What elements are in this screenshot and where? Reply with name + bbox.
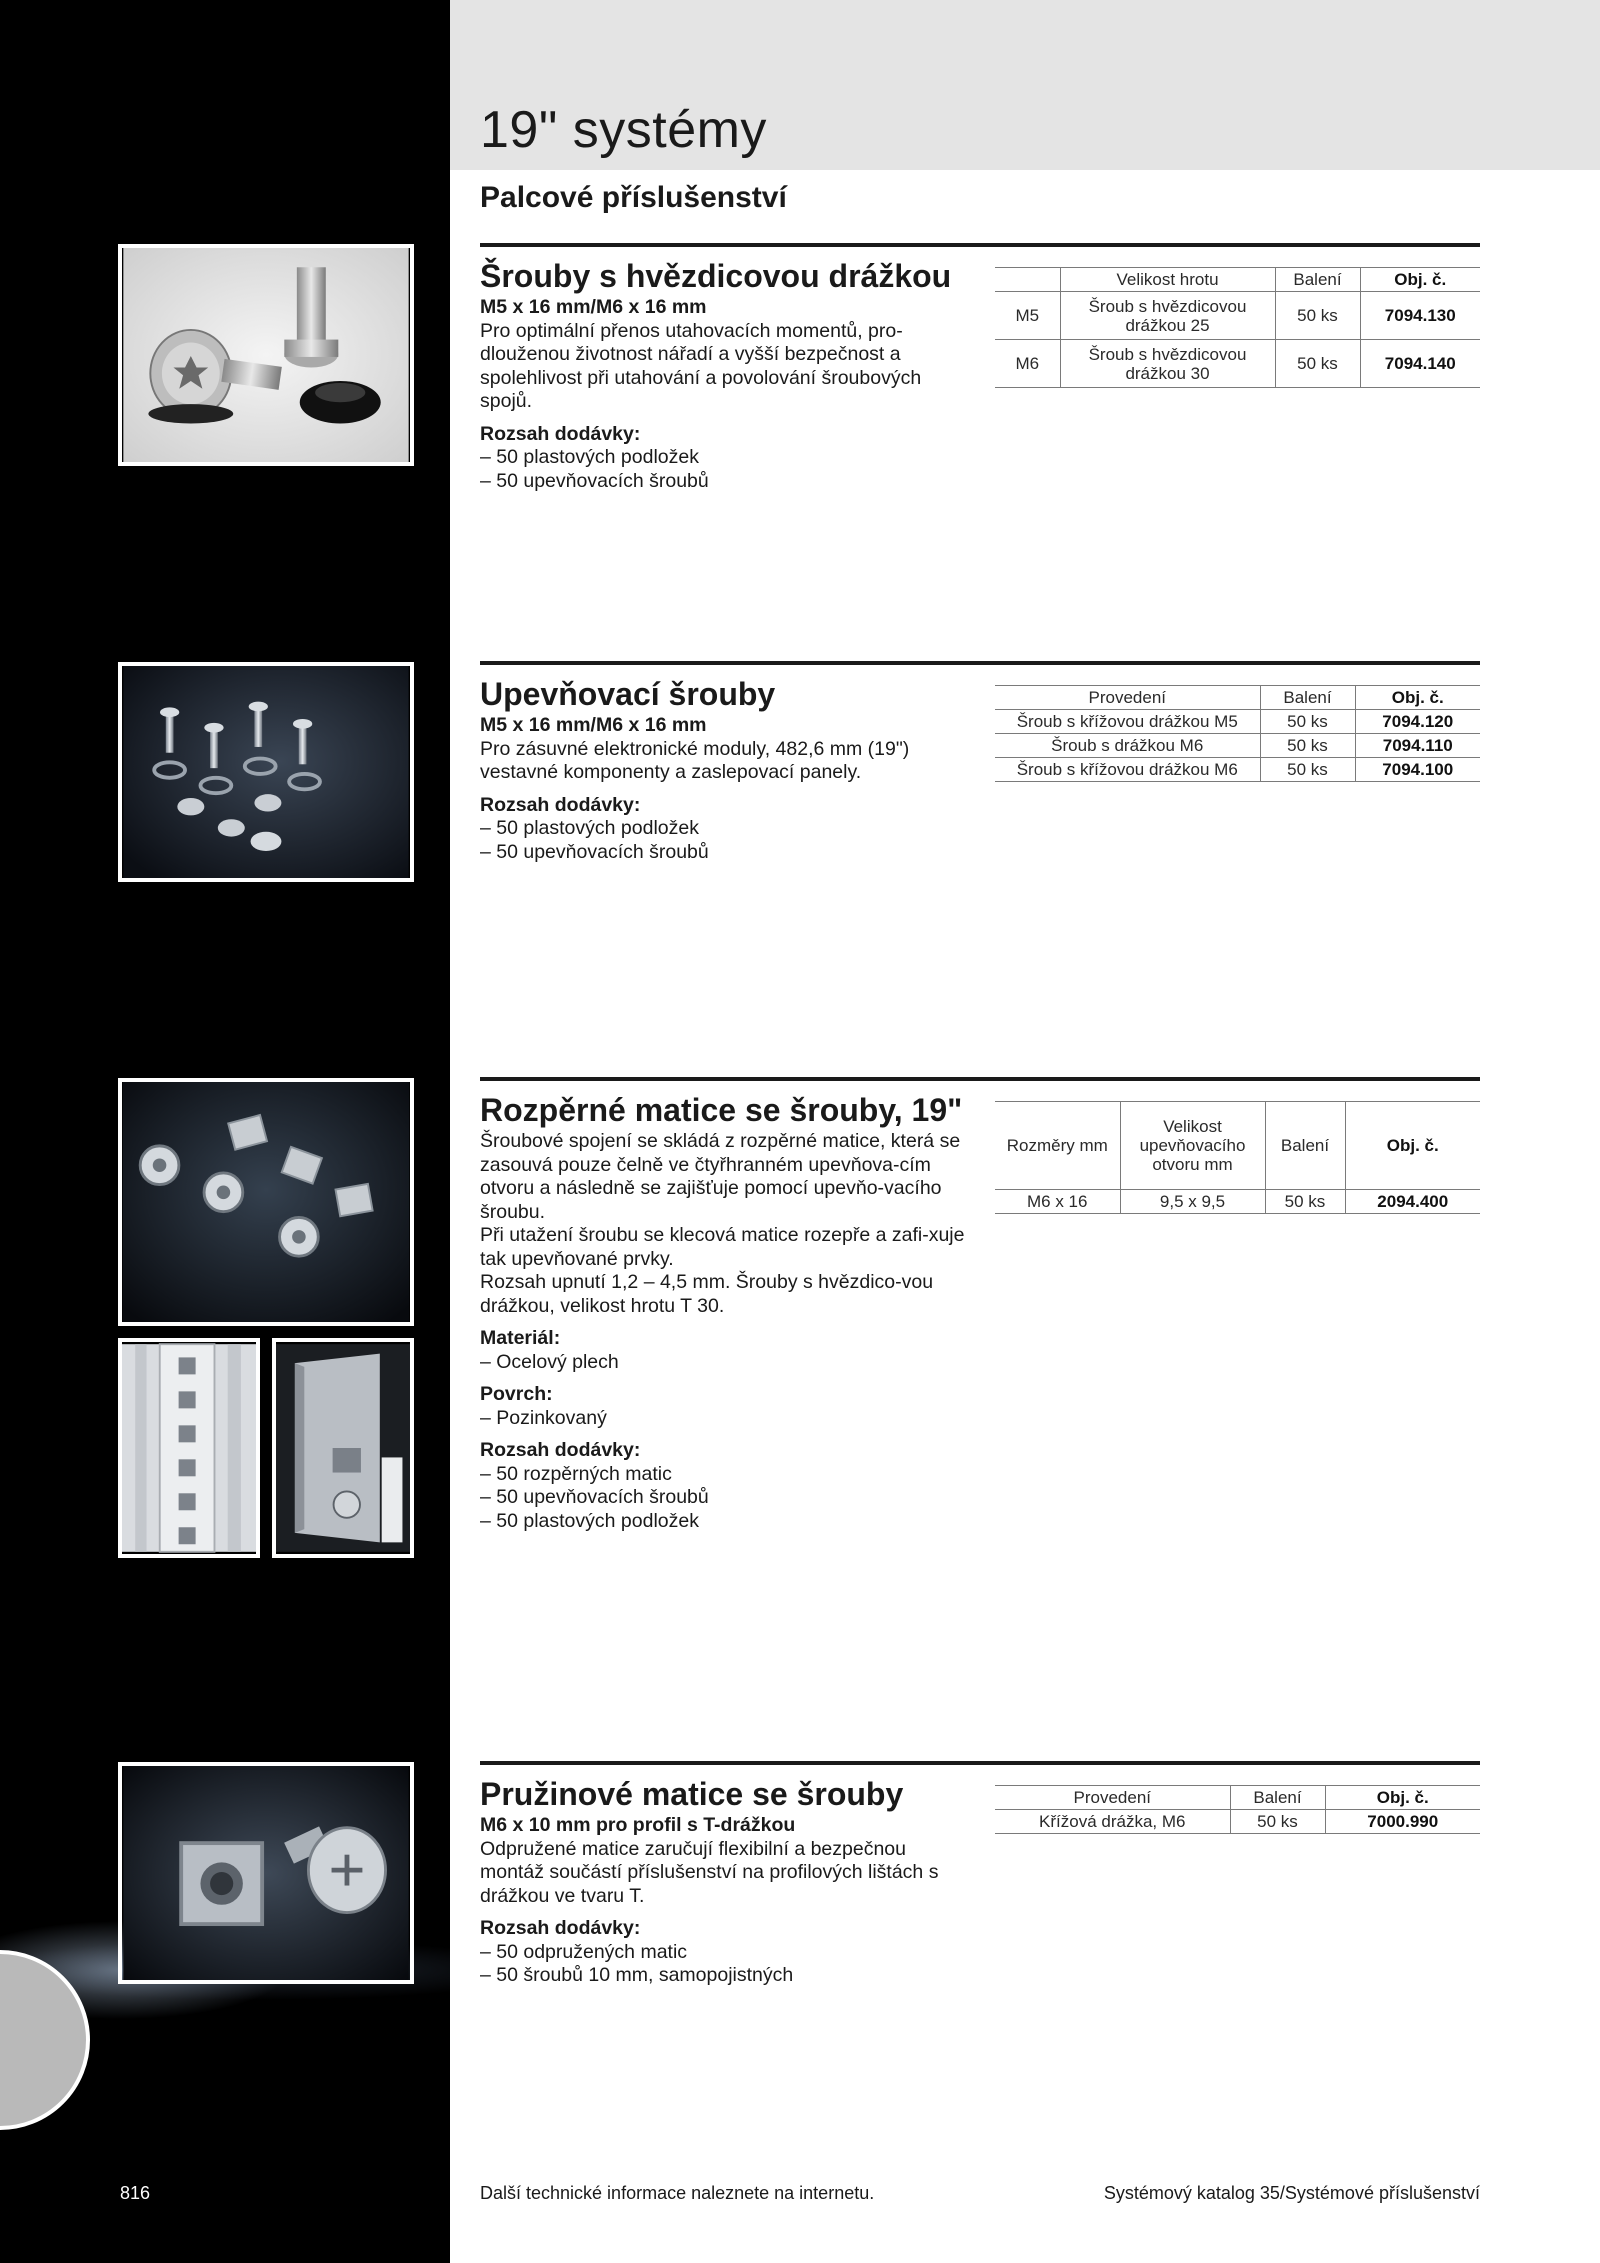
- panel-mounting-illustration: [276, 1342, 410, 1554]
- table-header: Obj. č.: [1325, 1786, 1480, 1810]
- section-4-title: Pružinové matice se šrouby: [480, 1776, 904, 1812]
- table-cell: 50 ks: [1260, 710, 1355, 734]
- product-photo-rail-mounting: [118, 1338, 260, 1558]
- section-4-scope-label: Rozsah dodávky:: [480, 1917, 641, 1939]
- section-1-title: Šrouby s hvězdicovou drážkou: [480, 258, 952, 294]
- table-cell: Šroub s hvězdicovou drážkou 30: [1060, 340, 1275, 388]
- section-rule: [480, 1761, 1480, 1765]
- section-4-subtitle: M6 x 10 mm pro profil s T-drážkou: [480, 1814, 796, 1836]
- section-3-scope-label: Rozsah dodávky:: [480, 1439, 641, 1461]
- table-cell: 2094.400: [1345, 1190, 1480, 1214]
- table-cell: Křížová drážka, M6: [995, 1810, 1230, 1834]
- scope-item: – 50 plastových podložek: [480, 817, 699, 839]
- table-cell: 7094.110: [1355, 734, 1480, 758]
- product-photo-spring-nuts: [118, 1762, 414, 1984]
- table-cell: 7094.120: [1355, 710, 1480, 734]
- product-photo-fixing-screws: [118, 662, 414, 882]
- product-photo-panel-mounting: [272, 1338, 414, 1558]
- table-cell: Šroub s křížovou drážkou M6: [995, 758, 1260, 782]
- footer-catalog: Systémový katalog 35/Systémové příslušenství: [1103, 2183, 1480, 2203]
- table-header: Velikost upevňovacího otvoru mm: [1120, 1102, 1265, 1190]
- scope-item: – 50 rozpěrných matic: [480, 1462, 672, 1485]
- table-header: Balení: [1265, 1102, 1345, 1190]
- table-cell: 50 ks: [1260, 758, 1355, 782]
- table-row: [995, 734, 1480, 758]
- section-3-text: Šroubové spojení se skládá z rozpěrné matice, která se zasouvá pouze čelně ve čtyřhranném upevňova-cím otvoru a následně se zajišťuje pomocí upevňo-vacího šroubu.: [480, 1130, 961, 1223]
- rail-mounting-illustration: [122, 1342, 256, 1554]
- section-4-text: Odpružené matice zaručují flexibilní a bezpečnou montáž součástí příslušenství na profilových lištách s drážkou ve tvaru T.: [480, 1837, 939, 1907]
- section-4-table: [995, 1785, 1480, 1834]
- table-cell: 50 ks: [1230, 1810, 1325, 1834]
- section-2-table: [995, 685, 1480, 782]
- footer-note: Další technické informace naleznete na internetu.: [480, 2183, 875, 2203]
- section-1-scope-label: Rozsah dodávky:: [480, 422, 641, 445]
- scope-item: – 50 odpružených matic: [480, 1940, 688, 1963]
- page-subtitle: Palcové příslušenství: [480, 181, 787, 214]
- section-3-surface: – Pozinkovaný: [480, 1406, 607, 1429]
- table-cell: 7094.100: [1355, 758, 1480, 782]
- section-3-material: – Ocelový plech: [480, 1350, 619, 1373]
- table-header: Balení: [1260, 686, 1355, 710]
- table-header: [995, 268, 1060, 292]
- table-header: Rozměry mm: [995, 1102, 1120, 1190]
- table-cell: 50 ks: [1275, 340, 1360, 388]
- table-cell: M5: [995, 292, 1060, 340]
- table-header: Obj. č.: [1360, 268, 1480, 292]
- product-photo-star-screws: [118, 244, 414, 466]
- table-cell: Šroub s drážkou M6: [995, 734, 1260, 758]
- section-4-description: [480, 1776, 970, 1988]
- section-rule: [480, 243, 1480, 247]
- section-rule: [480, 661, 1480, 665]
- spring-nuts-illustration: [122, 1766, 410, 1980]
- table-header-row: [995, 268, 1480, 292]
- table-header: Balení: [1230, 1786, 1325, 1810]
- fixing-screws-illustration: [122, 666, 410, 878]
- section-3-table: [995, 1101, 1480, 1214]
- table-cell: 7094.130: [1360, 292, 1480, 340]
- table-cell: Šroub s křížovou drážkou M5: [995, 710, 1260, 734]
- table-cell: 7000.990: [1325, 1810, 1480, 1834]
- section-3-text: Při utažení šroubu se klecová matice rozepře a zafi-xuje tak upevňované prvky.: [480, 1224, 965, 1270]
- table-header: Obj. č.: [1345, 1102, 1480, 1190]
- table-header: Balení: [1275, 268, 1360, 292]
- table-header: Provedení: [995, 686, 1260, 710]
- table-cell: 9,5 x 9,5: [1120, 1190, 1265, 1214]
- section-1-description: [480, 258, 970, 493]
- table-cell: Šroub s hvězdicovou drážkou 25: [1060, 292, 1275, 340]
- section-3-surface-label: Povrch:: [480, 1383, 553, 1405]
- section-3-material-label: Materiál:: [480, 1327, 561, 1349]
- table-row: [995, 1190, 1480, 1214]
- section-3-title: Rozpěrné matice se šrouby, 19": [480, 1092, 963, 1128]
- section-3-description: [480, 1092, 970, 1533]
- product-photo-cage-nuts: [118, 1078, 414, 1326]
- table-cell: 50 ks: [1275, 292, 1360, 340]
- section-1-text: Pro optimální přenos utahovacích momentů, pro-dlouženou životnost nářadí a vyšší bezpečnost a spolehlivost při utahování a povolování šroubových spojů.: [480, 319, 922, 412]
- section-1-subtitle: M5 x 16 mm/M6 x 16 mm: [480, 296, 707, 318]
- scope-item: – 50 šroubů 10 mm, samopojistných: [480, 1964, 794, 1986]
- star-screw-illustration: [122, 248, 410, 462]
- section-rule: [480, 1077, 1480, 1081]
- table-header-row: [995, 686, 1480, 710]
- table-row: [995, 340, 1480, 388]
- table-header-row: [995, 1102, 1480, 1190]
- scope-item: – 50 upevňovacích šroubů: [480, 469, 709, 492]
- section-2-subtitle: M5 x 16 mm/M6 x 16 mm: [480, 714, 707, 736]
- scope-item: – 50 upevňovacích šroubů: [480, 840, 709, 863]
- section-1-table: [995, 267, 1480, 388]
- page-title: 19" systémy: [480, 101, 767, 159]
- scope-item: – 50 plastových podložek: [480, 446, 699, 468]
- section-2-title: Upevňovací šrouby: [480, 676, 776, 712]
- section-2-text: Pro zásuvné elektronické moduly, 482,6 mm (19") vestavné komponenty a zaslepovací panely.: [480, 737, 910, 783]
- table-header: Velikost hrotu: [1060, 268, 1275, 292]
- table-header: Obj. č.: [1355, 686, 1480, 710]
- scope-item: – 50 plastových podložek: [480, 1509, 699, 1532]
- table-row: [995, 1810, 1480, 1834]
- section-2-description: [480, 676, 970, 864]
- table-row: [995, 292, 1480, 340]
- section-3-text: Rozsah upnutí 1,2 – 4,5 mm. Šrouby s hvězdico-vou drážkou, velikost hrotu T 30.: [480, 1271, 934, 1317]
- table-row: [995, 710, 1480, 734]
- table-cell: 7094.140: [1360, 340, 1480, 388]
- cage-nuts-illustration: [122, 1082, 410, 1322]
- table-cell: M6: [995, 340, 1060, 388]
- page-number: 816: [120, 2183, 151, 2203]
- section-2-scope-label: Rozsah dodávky:: [480, 793, 641, 816]
- table-row: [995, 758, 1480, 782]
- table-header: Provedení: [995, 1786, 1230, 1810]
- table-cell: 50 ks: [1260, 734, 1355, 758]
- table-cell: 50 ks: [1265, 1190, 1345, 1214]
- table-header-row: [995, 1786, 1480, 1810]
- scope-item: – 50 upevňovacích šroubů: [480, 1486, 709, 1508]
- table-cell: M6 x 16: [995, 1190, 1120, 1214]
